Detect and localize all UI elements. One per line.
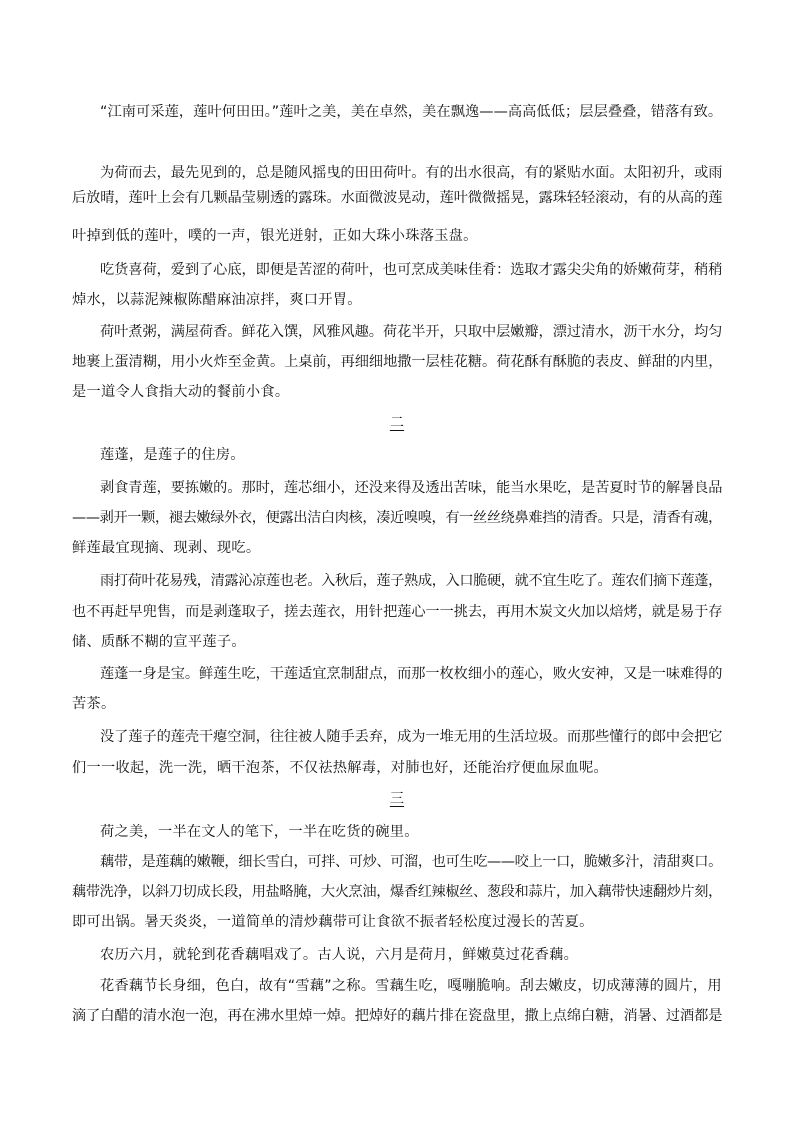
text-line: 后放晴，莲叶上会有几颗晶莹剔透的露珠。水面微波晃动，莲叶微微摇晃，露珠轻轻滚动，有的从高的莲 xyxy=(72,190,723,206)
text-line: 没了莲子的莲壳干瘪空洞，往往被人随手丢弃，成为一堆无用的生活垃圾。而那些懂行的郎中会把它 xyxy=(100,729,723,745)
text-line: 花香藕节长身细，色白，故有“雪藕”之称。雪藕生吃，嘎嘣脆响。刮去嫩皮，切成薄薄的圆片，用 xyxy=(100,978,722,994)
text-line: 即可出锅。暑天炎炎，一道简单的清炒藕带可让食欲不振者轻松度过漫长的苦夏。 xyxy=(72,914,594,930)
text-line: 焯水，以蒜泥辣椒陈醋麻油凉拌，爽口开胃。 xyxy=(72,292,362,308)
text-line: ——剥开一颗，褪去嫩绿外衣，便露出洁白肉核，凑近嗅嗅，有一丝丝绕鼻难挡的清香。只是，清香有魂， xyxy=(72,510,722,526)
text-line: 滴了白醋的清水泡一泡，再在沸水里焯一焯。把焯好的藕片排在瓷盘里，撒上点绵白糖，消暑、过酒都是 xyxy=(72,1008,723,1024)
text-line: 藕带洗净，以斜刀切成长段，用盐略腌，大火烹油，爆香红辣椒丝、葱段和蒜片，加入藕带快速翻炒片刻， xyxy=(72,884,722,900)
text-line: 储、质酥不糊的宣平莲子。 xyxy=(72,634,246,650)
section-heading xyxy=(72,413,722,433)
text-line: 是一道令人食指大动的餐前小食。 xyxy=(72,384,290,400)
text-line: 农历六月，就轮到花香藕唱戏了。古人说，六月是荷月，鲜嫩莫过花香藕。 xyxy=(100,947,579,963)
text-line: 地裹上蛋清糊，用小火炸至金黄。上桌前，再细细地撒一层桂花糖。荷花酥有酥脆的表皮、鲜甜的内里， xyxy=(72,354,723,370)
section-heading xyxy=(72,789,722,809)
section-heading-text: 三 xyxy=(389,791,405,807)
text-line: 剥食青莲，要拣嫩的。那时，莲芯细小，还没来得及透出苦味，能当水果吃，是苦夏时节的解暑良品 xyxy=(100,480,723,496)
text-line: 们一一收起，洗一洗，晒干泡茶，不仅祛热解毒，对肺也好，还能治疗便血尿血呢。 xyxy=(72,760,609,776)
text-line: 吃货喜荷，爱到了心底，即便是苦涩的荷叶，也可烹成美味佳肴：选取才露尖尖角的娇嫩荷芽，稍稍 xyxy=(100,262,723,278)
text-line: 叶掉到低的莲叶，噗的一声，银光迸射，正如大珠小珠落玉盘。 xyxy=(72,228,478,244)
section-heading-text: 二 xyxy=(389,415,405,431)
text-line: 莲蓬，是莲子的住房。 xyxy=(100,447,245,463)
text-line: “江南可采莲，莲叶何田田。”莲叶之美，美在卓然，美在飘逸——高高低低；层层叠叠，错落有致。 xyxy=(100,104,723,120)
text-line: 苦茶。 xyxy=(72,696,116,712)
text-line: 荷之美，一半在文人的笔下，一半在吃货的碗里。 xyxy=(100,824,419,840)
text-line: 雨打荷叶花易残，清露沁凉莲也老。入秋后，莲子熟成，入口脆硬，就不宜生吃了。莲农们摘下莲蓬， xyxy=(100,573,722,589)
text-line: 为荷而去，最先见到的，总是随风摇曳的田田荷叶。有的出水很高，有的紧贴水面。太阳初升，或雨 xyxy=(100,165,723,181)
text-line: 鲜莲最宜现摘、现剥、现吃。 xyxy=(72,540,261,556)
text-line: 也不再赶早兜售，而是剥蓬取子，搓去莲衣，用针把莲心一一挑去，再用木炭文火加以焙烤，就是易于存 xyxy=(72,604,723,620)
text-line: 藕带，是莲藕的嫩鞭，细长雪白，可拌、可炒、可溜，也可生吃——咬上一口，脆嫩多汁，清甜爽口。 xyxy=(100,854,722,870)
text-line: 荷叶煮粥，满屋荷香。鲜花入馔，风雅风趣。荷花半开，只取中层嫩瓣，漂过清水，沥干水分，均匀 xyxy=(100,324,723,340)
document-body xyxy=(72,0,722,1123)
text-line: 莲蓬一身是宝。鲜莲生吃，干莲适宜烹制甜点，而那一枚枚细小的莲心，败火安神，又是一味难得的 xyxy=(100,666,723,682)
